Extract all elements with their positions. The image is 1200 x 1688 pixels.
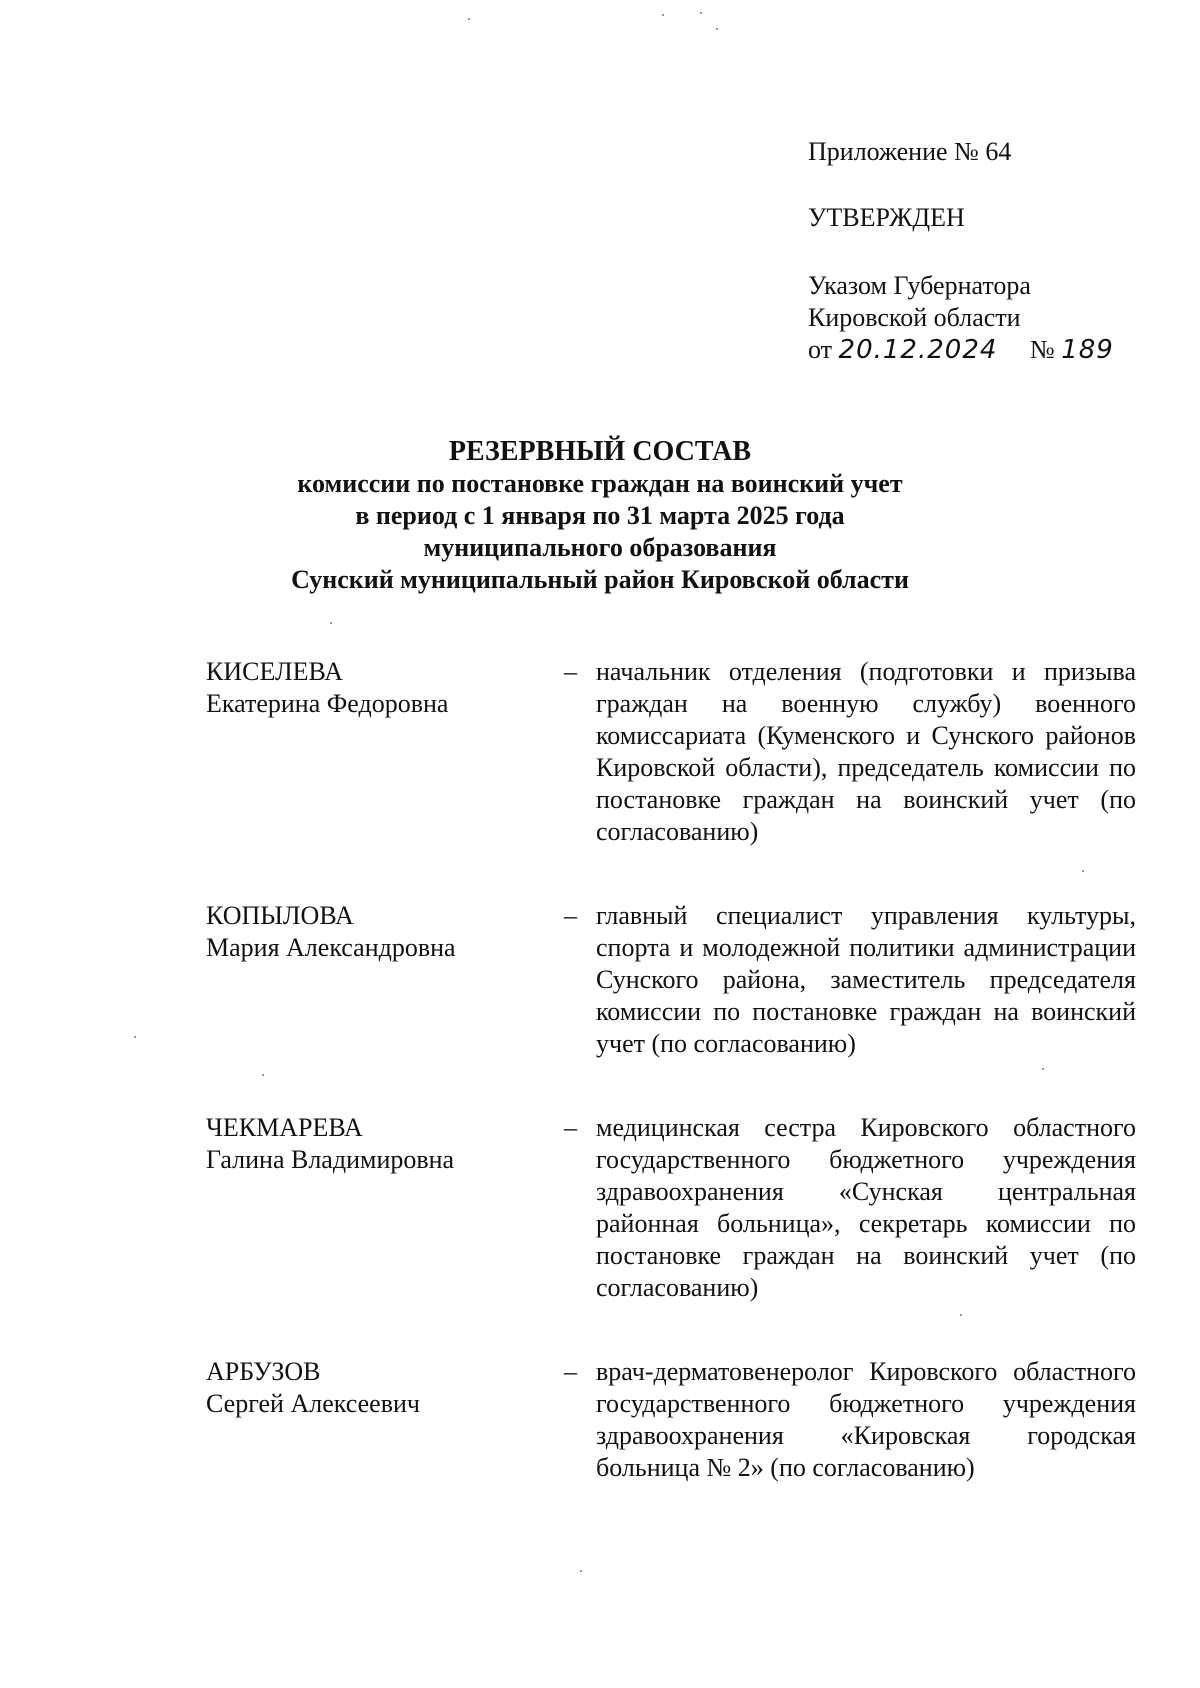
member-entry bbox=[206, 900, 1136, 1060]
scan-speck bbox=[716, 28, 718, 30]
member-entry bbox=[206, 1356, 1136, 1484]
title-line-3: муниципального образования bbox=[423, 533, 777, 562]
member-name bbox=[206, 1112, 556, 1176]
scan-speck bbox=[960, 1314, 962, 1316]
appendix-number: Приложение № 64 bbox=[808, 137, 1012, 166]
scan-speck bbox=[330, 622, 332, 624]
scan-speck bbox=[468, 18, 470, 20]
member-name bbox=[206, 900, 556, 964]
scan-speck bbox=[662, 14, 664, 16]
member-name bbox=[206, 656, 556, 720]
decree-date-number-line bbox=[808, 334, 1168, 366]
member-given-names: Екатерина Федоровна bbox=[206, 689, 449, 718]
member-description: главный специалист управления культуры, спорта и молодежной политики администрации Сунского района, заместитель председателя комиссии по постановке граждан на воинский учет (по согласованию) bbox=[596, 901, 1136, 1058]
decree-date: 20.12.2024 bbox=[838, 335, 998, 365]
date-prefix: от bbox=[808, 335, 833, 364]
scan-speck bbox=[1082, 870, 1084, 872]
title-line-4: Сунский муниципальный район Кировской области bbox=[291, 565, 909, 594]
title-line-1: комиссии по постановке граждан на воинский учет bbox=[297, 469, 903, 498]
scan-speck bbox=[700, 12, 702, 14]
decree-by-line-2: Кировской области bbox=[808, 303, 1021, 332]
title-line-2: в период с 1 января по 31 марта 2025 года bbox=[355, 501, 845, 530]
document-title bbox=[0, 436, 1200, 596]
member-dash: – bbox=[564, 657, 577, 686]
member-dash: – bbox=[564, 901, 577, 930]
approval-block bbox=[808, 136, 1168, 366]
member-description: врач-дерматовенеролог Кировского областного государственного бюджетного учреждения здравоохранения «Кировская городская больница № 2» (по согласованию) bbox=[596, 1357, 1136, 1482]
approved-stamp-text: УТВЕРЖДЕН bbox=[808, 203, 965, 232]
member-entry bbox=[206, 1112, 1136, 1304]
member-given-names: Мария Александровна bbox=[206, 933, 456, 962]
scan-speck bbox=[1042, 1068, 1044, 1070]
members-list bbox=[206, 656, 1136, 1536]
scan-speck bbox=[134, 1036, 136, 1038]
decree-number: 189 bbox=[1061, 335, 1114, 365]
member-dash: – bbox=[564, 1113, 577, 1142]
member-dash: – bbox=[564, 1357, 577, 1386]
scan-speck bbox=[262, 1074, 264, 1076]
member-surname: АРБУЗОВ bbox=[206, 1357, 321, 1386]
member-description: начальник отделения (подготовки и призыва граждан на военную службу) военного комиссариата (Куменского и Сунского районов Кировской области), председатель комиссии по постановке граждан на воинский учет (по согласованию) bbox=[596, 657, 1136, 846]
member-name bbox=[206, 1356, 556, 1420]
title-main: РЕЗЕРВНЫЙ СОСТАВ bbox=[448, 436, 752, 467]
decree-number-label: № bbox=[1029, 335, 1055, 364]
member-surname: КИСЕЛЕВА bbox=[206, 657, 343, 686]
member-given-names: Галина Владимировна bbox=[206, 1145, 455, 1174]
scan-speck bbox=[580, 1570, 582, 1572]
member-surname: ЧЕКМАРЕВА bbox=[206, 1113, 363, 1142]
member-given-names: Сергей Алексеевич bbox=[206, 1389, 420, 1418]
member-description: медицинская сестра Кировского областного государственного бюджетного учреждения здравоохранения «Сунская центральная районная больница», секретарь комиссии по постановке граждан на воинский учет (по согласованию) bbox=[596, 1113, 1136, 1302]
decree-by-line-1: Указом Губернатора bbox=[808, 271, 1031, 300]
member-entry bbox=[206, 656, 1136, 848]
member-surname: КОПЫЛОВА bbox=[206, 901, 354, 930]
